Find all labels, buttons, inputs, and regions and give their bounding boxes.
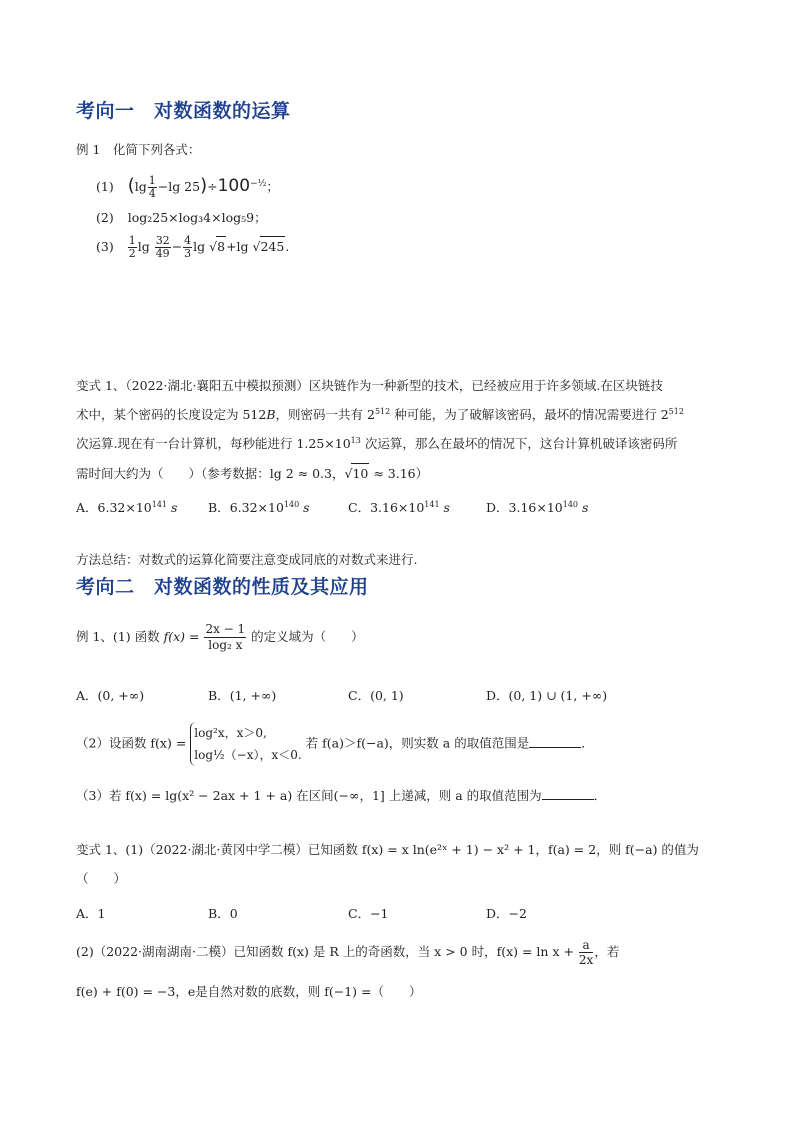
variant-1-option-b[interactable]: B．$6.32\times 10^{140}$ s [208,499,310,515]
variant-1-option-a[interactable]: A．$6.32\times 10^{141}$ s [76,499,178,515]
variant-2-option-d[interactable]: D．−2 [486,906,527,921]
example-2-option-b[interactable]: B．(1, +∞) [208,688,277,703]
fraction: $\frac{2x - 1}{\text{log₂ x}}$ [205,622,246,652]
section-title-1: 考向一 对数函数的运算 [76,100,291,122]
example-1-part-2: (2) log₂25×log₃4×log₅9； [96,210,267,225]
example-1-part-1: (1) (lg $\frac{1}{4}$ −lg $25)\div 100^{-\frac{1}{2}}$； [96,174,279,200]
answer-blank[interactable] [542,787,594,800]
part-label: (3) [96,239,114,254]
fraction: $\frac{4}{3}$ [184,234,192,260]
variant-1-line-3: 次运算.现在有一台计算机，每秒能进行 $1.25\times 10^{13}$ 次运算，那么在最坏的情况下，这台计算机破译该密码所 [76,435,678,451]
piecewise-brace: log²x，x＞0, log½（−x），x＜0. [190,722,301,766]
variant-1-line-4: 需时间大约为（ ）（参考数据：lg 2 ≈ 0.3，√10 ≈ 3.16） [76,463,428,484]
variant-2-question-1-bracket: （ ） [76,871,127,886]
variant-2-option-b[interactable]: B．0 [208,906,238,921]
sqrt-icon: √ [252,239,261,254]
example-2-option-d[interactable]: D．(0, 1) ∪ (1, +∞) [486,688,608,703]
example-2-option-c[interactable]: C．(0, 1) [348,688,404,703]
fraction: $\frac{1}{2}$ [128,234,136,260]
part-label: (2) [96,210,114,225]
variant-2-question-2-line-2: f(e) + f(0) = −3，e是自然对数的底数，则 f(−1) =（ ） [76,984,422,999]
sqrt-icon: √ [209,239,218,254]
example-2-question-3: （3）若 f(x) = lg(x² − 2ax + 1 + a) 在区间(−∞，1] 上递减，则 a 的取值范围为 ． [76,788,607,803]
variant-2-question-2: (2)（2022·湖南湖南·二模）已知函数 f(x) 是 R 上的奇函数，当 x > 0 时，f(x) = ln x + $\frac{a}{2x}$ ，若 [76,938,620,967]
variant-1-option-d[interactable]: D．$3.16\times 10^{140}$ s [486,499,589,515]
example-2-question-1: 例 1、(1) 函数 f(x) = $\frac{2x - 1}{\text{log₂ x}}$ 的定义域为（ ） [76,622,364,652]
example-1-part-3: (3) $\frac{1}{2}$ lg $\frac{32}{49}$ − $\frac{4}{3}$ lg √8+lg √245. [96,234,290,260]
example-2-question-2: （2）设函数 f(x) = log²x，x＞0, log½（−x），x＜0. 若 f(a)＞f(−a)，则实数 a 的取值范围是 ． [76,722,594,766]
variant-2-question-1: 变式 1、(1)（2022·湖北·黄冈中学二模）已知函数 f(x) = x ln(e²ˣ + 1) − x² + 1，f(a) = 2，则 f(−a) 的值为 [76,842,699,857]
variant-1-line-2: 术中，某个密码的长度设定为 512B，则密码一共有 $2^{512}$ 种可能，为了破解该密码，最坏的情况需要进行 $2^{512}$ [76,406,684,422]
variant-1-option-c[interactable]: C．$3.16\times 10^{141}$ s [348,499,450,515]
variant-2-option-c[interactable]: C．−1 [348,906,389,921]
section-title-2: 考向二 对数函数的性质及其应用 [76,576,369,598]
example-1-intro: 例 1 化简下列各式： [76,142,201,157]
answer-blank[interactable] [529,735,581,748]
part-label: (1) [96,179,114,194]
fraction: $\frac{32}{49}$ [155,234,170,260]
variant-1-line-1: 变式 1、（2022·湖北·襄阳五中模拟预测）区块链作为一种新型的技术，已经被应用于许多领域.在区块链技 [76,378,663,393]
fraction: $\frac{1}{4}$ [148,174,156,200]
method-summary: 方法总结：对数式的运算化简要注意变成同底的对数式来进行. [76,552,418,567]
sqrt-icon: √ [344,466,353,481]
variant-2-option-a[interactable]: A．1 [76,906,106,921]
fraction: $\frac{a}{2x}$ [578,938,594,967]
example-2-option-a[interactable]: A．(0, +∞) [76,688,145,703]
